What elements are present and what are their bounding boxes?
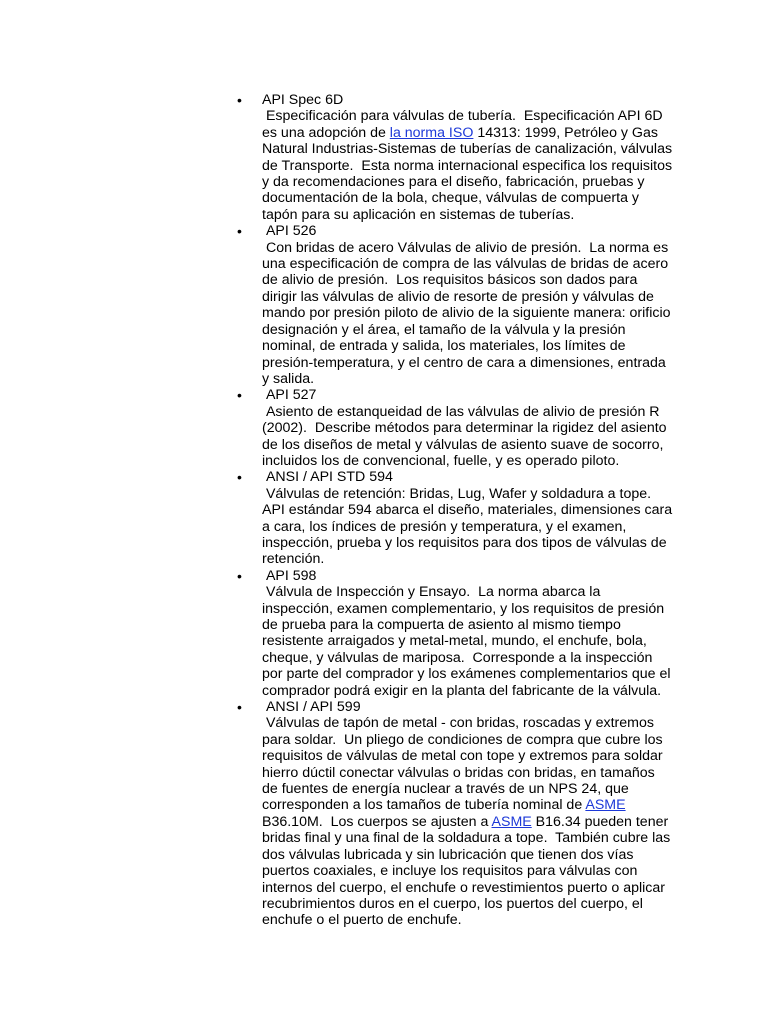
item-description: Asiento de estanqueidad de las válvulas de alivio de presión R (2002). Describe métodos para determinar la rigidez del asiento de los diseños de metal y válvulas de asiento suave de socorro, incluidos los de convencional, fuelle, y es operado piloto. [262, 403, 671, 469]
item-description: Válvulas de tapón de metal - con bridas, roscadas y extremos para soldar. Un pliego de condiciones de compra que cubre los requisitos de válvulas de metal con tope y extremos para soldar hierro dúctil conectar válvulas o bridas con bridas, en tamaños de fuentes de energía nuclear a través de un NPS 24, que corresponden a los tamaños de tubería nominal de ASME B36.10M. Los cuerpos se ajusten a ASME B16.34 pueden tener bridas final y una final de la soldadura a tope. También cubre las dos válvulas lubricada y sin lubricación que tienen dos vías puertos coaxiales, e incluye los requisitos para válvulas con internos del cuerpo, el enchufe o revestimientos puerto o aplicar recubrimientos duros en el cuerpo, los puertos del cuerpo, el enchufe o el puerto de enchufe. [262, 715, 675, 929]
bullet: • [237, 92, 242, 108]
iso-standard-link[interactable]: la norma ISO [389, 124, 474, 141]
asme-link[interactable]: ASME [491, 813, 532, 830]
item-heading: API 526 [262, 223, 317, 240]
list-item-api-598 [234, 568, 674, 699]
list-item-api-527 [234, 387, 674, 469]
bullet: • [237, 469, 242, 486]
item-heading: ANSI / API 599 [262, 699, 361, 716]
item-heading: API Spec 6D [262, 92, 344, 108]
item-heading: API 598 [262, 567, 317, 584]
list-item-api-6d [234, 92, 677, 223]
item-heading: API 527 [262, 387, 317, 404]
bullet: • [237, 567, 242, 584]
item-description: Válvula de Inspección y Ensayo. La norma abarca la inspección, examen complementario, y los requisitos de presión de prueba para la compuerta de asiento al mismo tiempo resistente arraigados y metal-metal, mundo, el enchufe, bola, cheque, y válvulas de mariposa. Corresponde a la inspección por parte del comprador y los exámenes complementarios que el comprador podrá exigir en la planta del fabricante de la válvula. [262, 584, 675, 699]
item-heading: ANSI / API STD 594 [262, 469, 393, 486]
valve-standards-list [234, 92, 677, 929]
list-item-api-599 [234, 699, 674, 929]
list-item-api-526 [234, 223, 674, 387]
item-description: Especificación para válvulas de tubería. Especificación API 6D es una adopción de la norma ISO 14313: 1999, Petróleo y Gas Natural Industrias-Sistemas de tuberías de canalización, válvulas de Transporte. Esta norma internacional especifica los requisitos y da recomendaciones para el diseño, fabricación, pruebas y documentación de la bola, cheque, válvulas de compuerta y tapón para su aplicación en sistemas de tuberías. [262, 108, 677, 223]
bullet: • [237, 223, 242, 240]
list-item-api-594 [234, 469, 677, 568]
asme-link[interactable]: ASME [585, 797, 626, 814]
bullet: • [237, 699, 242, 716]
item-description: Con bridas de acero Válvulas de alivio de presión. La norma es una especificación de compra de las válvulas de bridas de acero de alivio de presión. Los requisitos básicos son dados para dirigir las válvulas de alivio de resorte de presión y válvulas de mando por presión piloto de alivio de la siguiente manera: orificio designación y el área, el tamaño de la válvula y la presión nominal, de entrada y salida, los materiales, los límites de presión-temperatura, y el centro de cara a dimensiones, entrada y salida. [262, 239, 675, 387]
bullet: • [237, 387, 242, 404]
item-description: Válvulas de retención: Bridas, Lug, Wafer y soldadura a tope. API estándar 594 abarca el diseño, materiales, dimensiones cara a cara, los índices de presión y temperatura, y el examen, inspección, prueba y los requisitos para dos tipos de válvulas de retención. [262, 485, 677, 568]
